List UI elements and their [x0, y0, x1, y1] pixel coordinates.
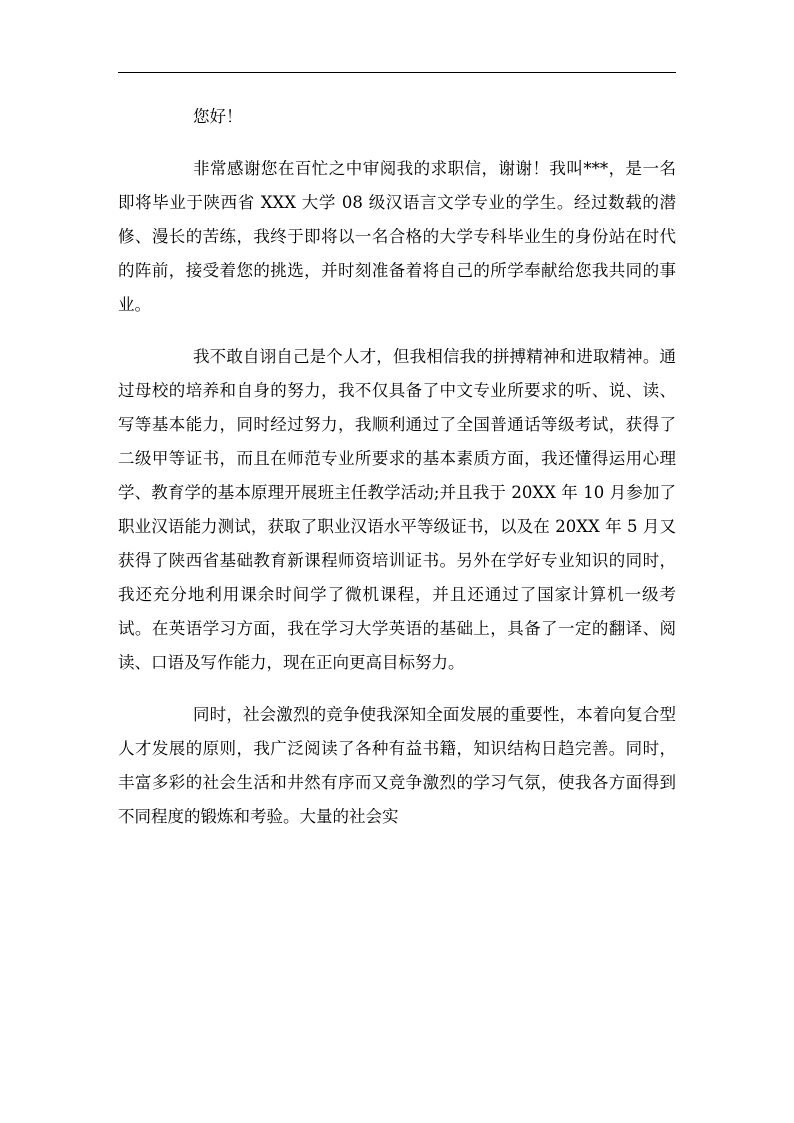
paragraph-development: 同时，社会激烈的竞争使我深知全面发展的重要性，本着向复合型人才发展的原则，我广泛阅读了各种有益书籍，知识结构日趋完善。同时，丰富多彩的社会生活和井然有序而又竞争激烈的学习气氛，使我各方面得到不同程度的锻炼和考验。大量的社会实 [118, 705, 676, 826]
header-rule [118, 72, 676, 73]
letter-body [118, 100, 676, 834]
paragraph-qualifications: 我不敢自诩自己是个人才，但我相信我的拼搏精神和进取精神。通过母校的培养和自身的努力，我不仅具备了中文专业所要求的听、说、读、写等基本能力，同时经过努力，我顺利通过了全国普通话等级考试，获得了二级甲等证书，而且在师范专业所要求的基本素质方面，我还懂得运用心理学、教育学的基本原理开展班主任教学活动;并且我于 20XX 年 10 月参加了职业汉语能力测试，获取了职业汉语水平等级证书，以及在 20XX 年 5 月又获得了陕西省基础教育新课程师资培训证书。另外在学好专业知识的同时，我还充分地利用课余时间学了微机课程，并且还通过了国家计算机一级考试。在英语学习方面，我在学习大学英语的基础上，具备了一定的翻译、阅读、口语及写作能力，现在正向更高目标努力。 [118, 347, 676, 672]
greeting: 您好！ [193, 107, 243, 126]
paragraph-introduction: 非常感谢您在百忙之中审阅我的求职信，谢谢！我叫***，是一名即将毕业于陕西省 XXX 大学 08 级汉语言文学专业的学生。经过数载的潜修、漫长的苦练，我终于即将以一名合格的大学专科毕业生的身份站在时代的阵前，接受着您的挑选，并时刻准备着将自己的所学奉献给您我共同的事业。 [118, 159, 676, 314]
